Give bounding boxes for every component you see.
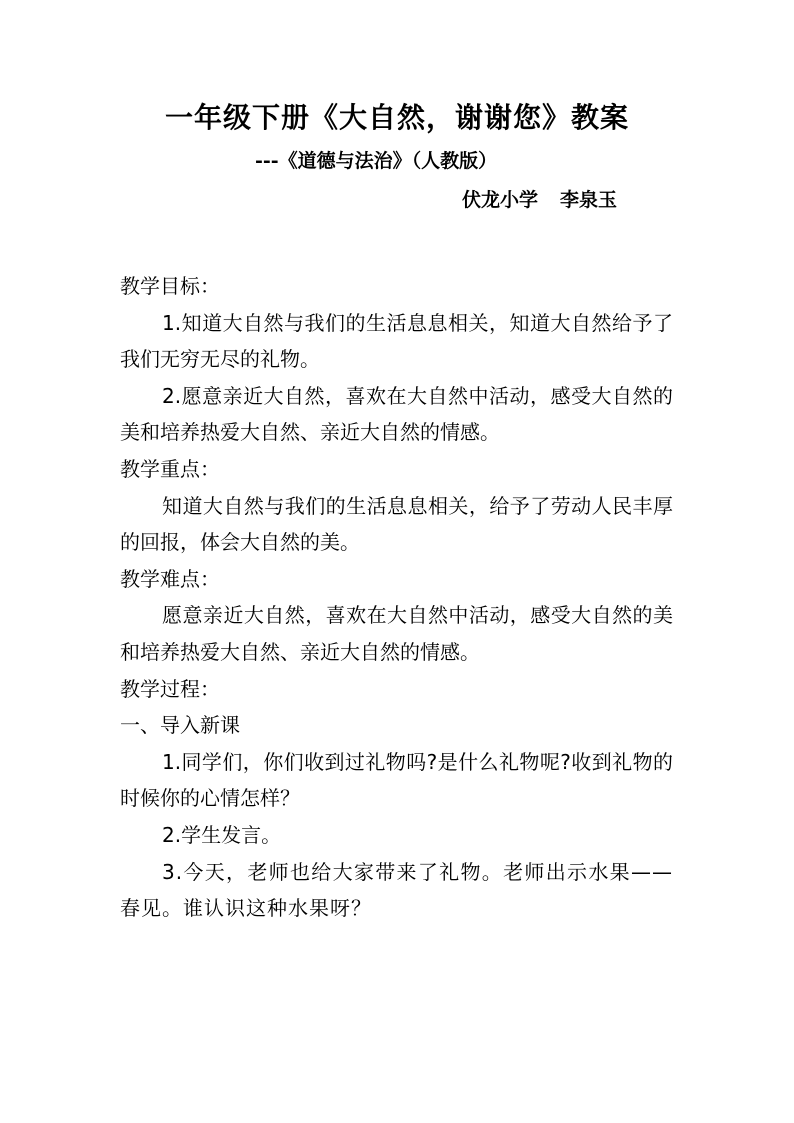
goal-item-1: 1.知道大自然与我们的生活息息相关，知道大自然给予了我们无穷无尽的礼物。 — [120, 310, 673, 372]
difficulty-text: 愿意亲近大自然，喜欢在大自然中活动，感受大自然的美和培养热爱大自然、亲近大自然的情感。 — [120, 603, 673, 664]
document-body — [120, 268, 673, 927]
process-step-2: 2.学生发言。 — [162, 822, 282, 847]
process-step-3: 3.今天，老师也给大家带来了礼物。老师出示水果——春见。谁认识这种水果呀？ — [120, 859, 673, 921]
school-name: 伏龙小学 — [462, 189, 539, 211]
key-points-heading: 教学重点： — [120, 456, 220, 481]
process-heading: 教学过程： — [120, 676, 220, 701]
document-title: 一年级下册《大自然，谢谢您》教案 — [164, 101, 629, 134]
document-subtitle: ---《道德与法治》（人教版） — [255, 150, 498, 172]
key-points-text: 知道大自然与我们的生活息息相关，给予了劳动人民丰厚的回报，体会大自然的美。 — [120, 493, 673, 555]
process-step-1: 1.同学们，你们收到过礼物吗?是什么礼物呢?收到礼物的时候你的心情怎样？ — [120, 749, 673, 811]
goal-item-2: 2.愿意亲近大自然，喜欢在大自然中活动，感受大自然的美和培养热爱大自然、亲近大自然的情感。 — [120, 383, 673, 445]
author-line — [462, 186, 617, 214]
goals-heading: 教学目标： — [120, 274, 220, 298]
part-1-heading: 一、导入新课 — [120, 713, 240, 738]
teacher-name: 李泉玉 — [560, 189, 618, 211]
difficulty-heading: 教学难点： — [120, 566, 220, 591]
